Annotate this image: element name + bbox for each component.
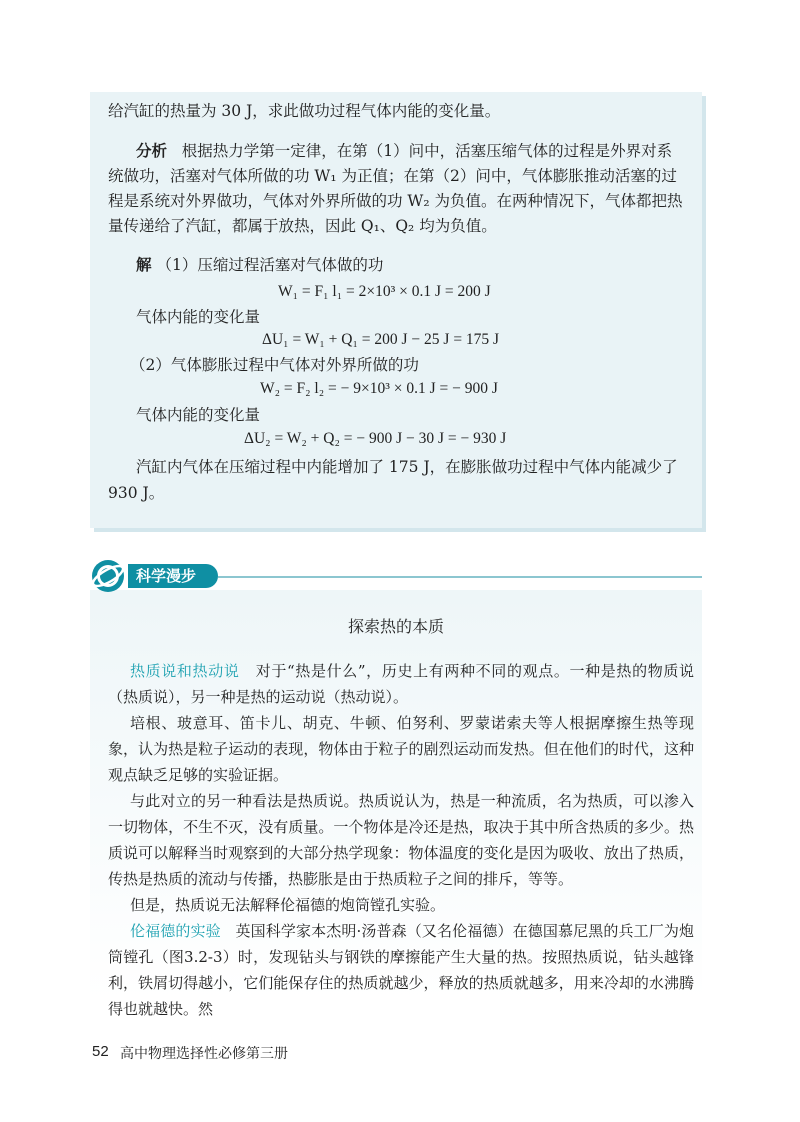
analysis-line-4: 量传递给了汽缸，都属于放热，因此 Q₁、Q₂ 均为负值。	[108, 217, 497, 235]
header-divider	[218, 576, 702, 578]
problem-intro: 给汽缸的热量为 30 J，求此做功过程气体内能的变化量。	[108, 102, 501, 120]
paragraph-3: 与此对立的另一种看法是热质说。热质说认为，热是一种流质，名为热质，可以渗入一切物体，不生不灭，没有质量。一个物体是冷还是热，取决于其中所含热质的多少。热质说可以解释当时观察到的大部分热学现象：物体温度的变化是因为吸收、放出了热质，传热是热质的流动与传播，热膨胀是由于热质粒子之间的排斥，等等。	[108, 792, 694, 888]
science-walk-header	[90, 556, 702, 596]
paragraph-5-text: 英国科学家本杰明·汤普森（又名伦福德）在德国慕尼黑的兵工厂为炮筒镗孔（图3.2-3）时，发现钻头与钢铁的摩擦能产生大量的热。按照热质说，钻头越锋利，铁屑切得越小，它们能保存住的热质就越少，释放的热质就越多，用来冷却的水沸腾得也就越快。然	[108, 922, 694, 1018]
analysis-label: 分析	[136, 142, 168, 160]
book-title: 高中物理选择性必修第三册	[120, 1046, 288, 1062]
term-rumford-experiment: 伦福德的实验	[130, 922, 221, 940]
internal-energy-label-1: 气体内能的变化量	[136, 308, 261, 326]
paragraph-1-text: 对于“热是什么”，历史上有两种不同的观点。一种是热的物质说（热质说），另一种是热的运动说（热动说）。	[108, 662, 694, 706]
equation-du2: ΔU₂ = W₂ + Q₂ = − 900 J − 30 J = − 930 J	[244, 430, 507, 447]
solution-label: 解	[136, 256, 152, 274]
step1-heading: （1）压缩过程活塞对气体做的功	[156, 256, 384, 274]
analysis-text-1: 根据热力学第一定律，在第（1）问中，活塞压缩气体的过程是外界对系	[181, 142, 673, 160]
conclusion-line-1: 汽缸内气体在压缩过程中内能增加了 175 J，在膨胀做功过程中气体内能减少了	[136, 458, 678, 476]
equation-du1: ΔU₁ = W₁ + Q₁ = 200 J − 25 J = 175 J	[262, 331, 500, 348]
analysis-line-1	[136, 138, 672, 164]
solution-step1	[136, 252, 383, 278]
conclusion-line-2: 930 J。	[108, 484, 165, 502]
paragraph-4: 但是，热质说无法解释伦福德的炮筒镗孔实验。	[130, 896, 446, 914]
page-number: 52	[92, 1043, 109, 1060]
analysis-line-3: 程是系统对外界做功，气体对外界所做的功 W₂ 为负值。在两种情况下，气体都把热	[108, 192, 683, 210]
equation-w1: W₁ = F₁ l₁ = 2×10³ × 0.1 J = 200 J	[278, 283, 491, 300]
internal-energy-label-2: 气体内能的变化量	[136, 406, 261, 424]
section-title: 探索热的本质	[347, 617, 444, 636]
orbit-icon	[90, 558, 126, 594]
science-walk-label: 科学漫步	[128, 564, 218, 588]
equation-w2: W₂ = F₂ l₂ = − 9×10³ × 0.1 J = − 900 J	[260, 380, 498, 397]
paragraph-1	[108, 658, 694, 710]
paragraph-2: 培根、玻意耳、笛卡儿、胡克、牛顿、伯努利、罗蒙诺索夫等人根据摩擦生热等现象，认为热是粒子运动的表现，物体由于粒子的剧烈运动而发热。但在他们的时代，这种观点缺乏足够的实验证据。	[108, 714, 694, 784]
step2-heading: （2）气体膨胀过程中气体对外界所做的功	[130, 356, 419, 374]
paragraph-5	[108, 918, 694, 1022]
analysis-line-2: 统做功，活塞对气体所做的功 W₁ 为正值；在第（2）问中，气体膨胀推动活塞的过	[108, 167, 677, 185]
science-text	[108, 658, 694, 1022]
term-heat-theories: 热质说和热动说	[130, 662, 240, 680]
